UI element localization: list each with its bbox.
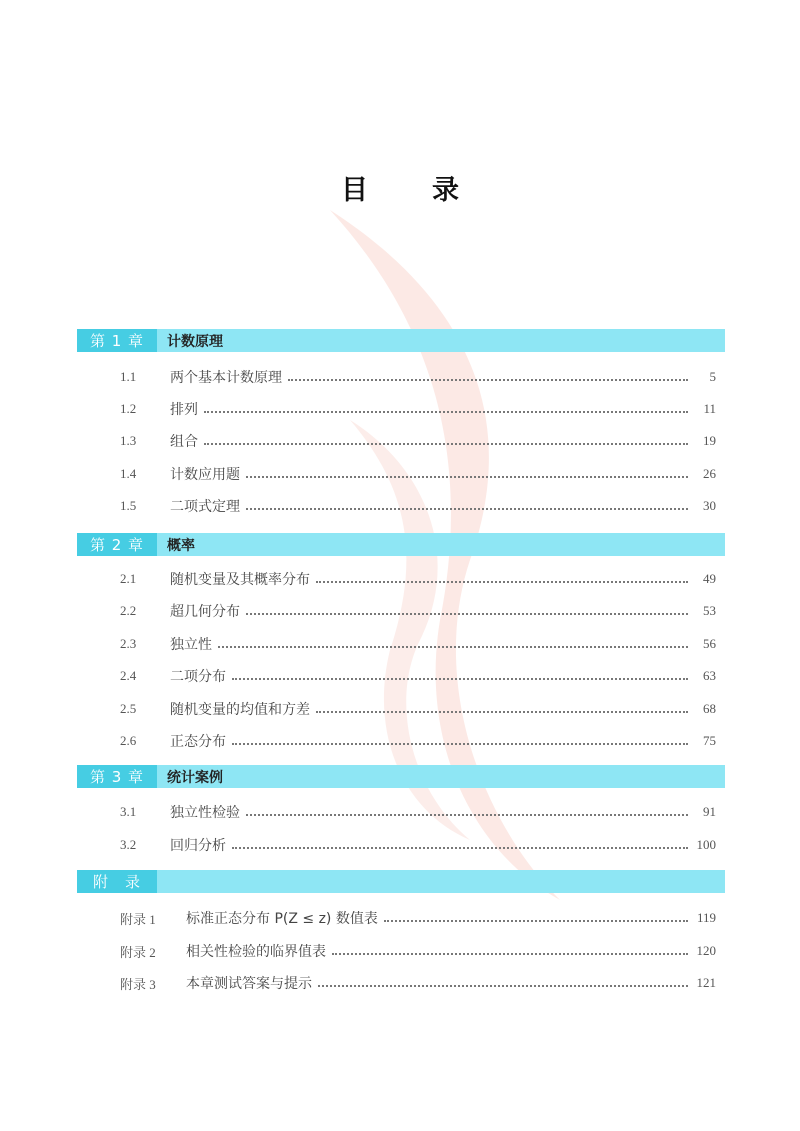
dot-leader [232,676,688,680]
toc-entry[interactable] [120,802,716,822]
toc-entry[interactable] [120,699,716,719]
toc-entry[interactable] [120,835,716,855]
entry-number: 1.3 [120,433,137,448]
dot-leader [232,741,688,745]
chapter-3-header[interactable] [77,765,725,788]
appendix-header[interactable] [77,870,725,893]
page-title [0,168,800,207]
entry-page: 120 [696,943,716,958]
entry-number: 附录 3 [120,976,156,992]
toc-entry[interactable] [120,731,716,751]
entry-title: 标准正态分布 P(Z ≤ z) 数值表 [186,911,378,927]
entry-title: 本章测试答案与提示 [186,976,312,992]
entry-number: 1.4 [120,466,137,481]
dot-leader [316,709,688,713]
entry-page: 100 [696,837,716,852]
entry-page: 30 [703,498,716,513]
dot-leader [246,611,688,615]
dot-leader [288,377,688,381]
entry-title: 独立性 [170,637,212,653]
entry-title: 相关性检验的临界值表 [186,944,326,960]
toc-entry[interactable] [120,431,716,451]
chapter-title: 计数原理 [167,333,223,350]
entry-number: 1.1 [120,369,137,384]
dot-leader [218,644,688,648]
entry-page: 63 [703,668,716,683]
entry-title: 超几何分布 [170,604,240,620]
chapter-label: 第 1 章 [77,329,157,352]
chapter-label: 第 3 章 [77,765,157,788]
entry-title: 二项式定理 [170,499,240,515]
chapter-1-header[interactable] [77,329,725,352]
entry-page: 19 [703,433,716,448]
entry-number: 2.2 [120,603,137,618]
entry-page: 56 [703,636,716,651]
toc-entry[interactable] [120,496,716,516]
entry-number: 2.5 [120,701,137,716]
appendix-entry[interactable] [120,941,716,961]
entry-page: 75 [703,733,716,748]
entry-page: 119 [696,910,716,925]
entry-number: 2.4 [120,668,137,683]
dot-leader [232,845,688,849]
chapter-label: 第 2 章 [77,533,157,556]
entry-number: 附录 2 [120,944,156,960]
entry-page: 68 [703,701,716,716]
entry-title: 正态分布 [170,734,226,750]
entry-title: 组合 [170,434,198,450]
entry-page: 11 [703,401,716,416]
appendix-entry[interactable] [120,973,716,993]
title-char-1: 目 [341,175,368,206]
entry-title: 独立性检验 [170,805,240,821]
toc-entry[interactable] [120,666,716,686]
entry-number: 2.3 [120,636,137,651]
entry-page: 53 [703,603,716,618]
entry-number: 1.5 [120,498,137,513]
entry-title: 计数应用题 [170,467,240,483]
toc-entry[interactable] [120,569,716,589]
entry-number: 1.2 [120,401,137,416]
appendix-entry[interactable] [120,908,716,928]
entry-title: 随机变量的均值和方差 [170,702,310,718]
entry-page: 91 [703,804,716,819]
entry-number: 3.1 [120,804,137,819]
toc-entry[interactable] [120,464,716,484]
toc-entry[interactable] [120,601,716,621]
dot-leader [246,474,688,478]
entry-page: 49 [703,571,716,586]
title-char-2: 录 [432,175,459,206]
entry-page: 5 [709,369,716,384]
entry-title: 两个基本计数原理 [170,370,282,386]
toc-entry[interactable] [120,634,716,654]
toc-entry[interactable] [120,399,716,419]
entry-page: 26 [703,466,716,481]
entry-number: 2.1 [120,571,137,586]
appendix-label: 附 录 [77,870,157,893]
dot-leader [204,441,688,445]
entry-number: 2.6 [120,733,137,748]
dot-leader [204,409,688,413]
entry-number: 3.2 [120,837,137,852]
entry-number: 附录 1 [120,911,156,927]
chapter-2-header[interactable] [77,533,725,556]
entry-title: 排列 [170,402,198,418]
dot-leader [316,579,688,583]
chapter-title: 概率 [167,537,195,554]
chapter-title: 统计案例 [167,769,223,786]
dot-leader [384,918,688,922]
toc-entry[interactable] [120,367,716,387]
entry-title: 随机变量及其概率分布 [170,572,310,588]
dot-leader [318,983,688,987]
dot-leader [246,812,688,816]
entry-page: 121 [696,975,716,990]
dot-leader [246,506,688,510]
entry-title: 二项分布 [170,669,226,685]
dot-leader [332,951,688,955]
entry-title: 回归分析 [170,838,226,854]
